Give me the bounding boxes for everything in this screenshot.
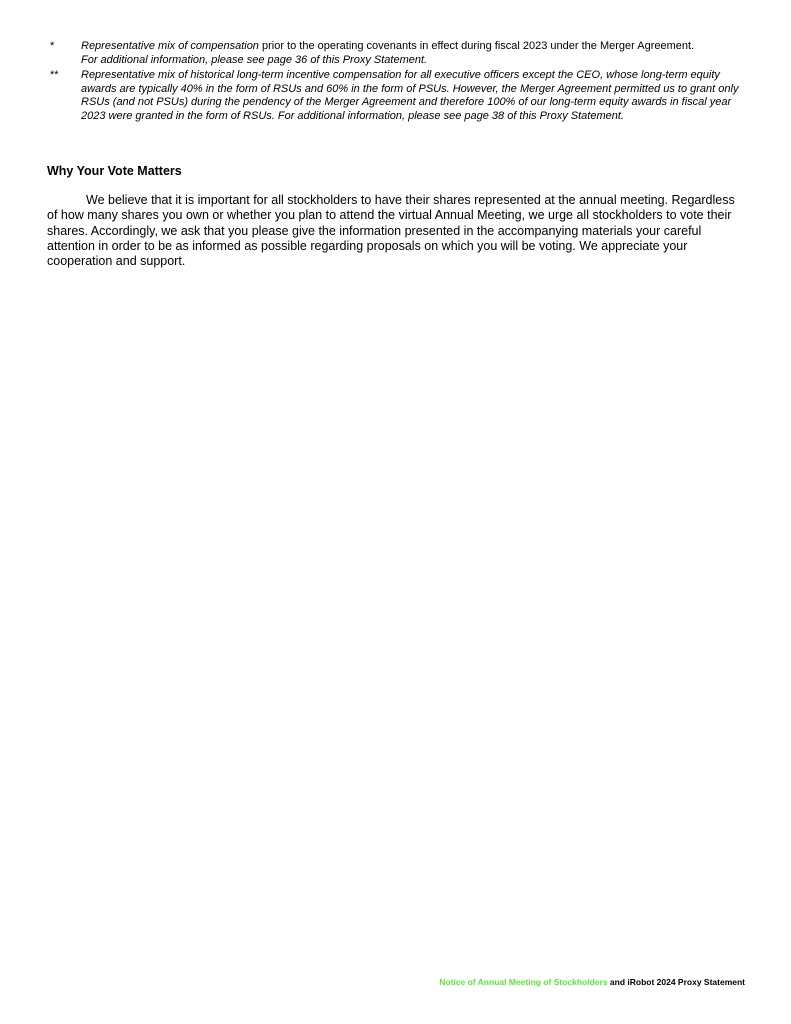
footnote-marker: *	[50, 40, 55, 52]
footnote-marker: **	[50, 69, 59, 81]
footnotes	[47, 40, 747, 125]
footnote-body	[81, 40, 747, 67]
section-paragraph: We believe that it is important for all stockholders to have their shares represented at the annual meeting. Regardless of how many shares you own or whether you plan to attend the virtual Annual Meeting, we urge all stockholders to vote their shares. Accordingly, we ask that you please give the information presented in the accompanying materials your careful attention in order to be as informed as possible regarding proposals on which you will be voting. We appreciate your cooperation and support.	[47, 193, 735, 269]
footnote-lead-italic: Representative mix of compensation	[81, 40, 259, 52]
section-heading: Why Your Vote Matters	[47, 164, 182, 178]
footnote-detail: For additional information, please see page 36 of this Proxy Statement.	[81, 53, 428, 66]
footer-highlight: Notice of Annual Meeting of Stockholders	[439, 977, 608, 987]
footnote-lead-rest: prior to the operating covenants in effect during fiscal 2023 under the Merger Agreement.	[258, 40, 695, 52]
page-footer	[439, 977, 745, 987]
footnote-2	[47, 69, 747, 123]
footer-rest: and iRobot 2024 Proxy Statement	[607, 977, 745, 987]
footnote-text: Representative mix of historical long-term incentive compensation for all executive officers except the CEO, whose long-term equity awards are typically 40% in the form of RSUs and 60% in the form of PSUs. However, the Merger Agreement permitted us to grant only RSUs (and not PSUs) during the pendency of the Merger Agreement and therefore 100% of our long-term equity awards in fiscal year 2023 were granted in the form of RSUs. For additional information, please see page 38 of this Proxy Statement.	[81, 69, 739, 122]
footnote-1	[47, 40, 747, 67]
